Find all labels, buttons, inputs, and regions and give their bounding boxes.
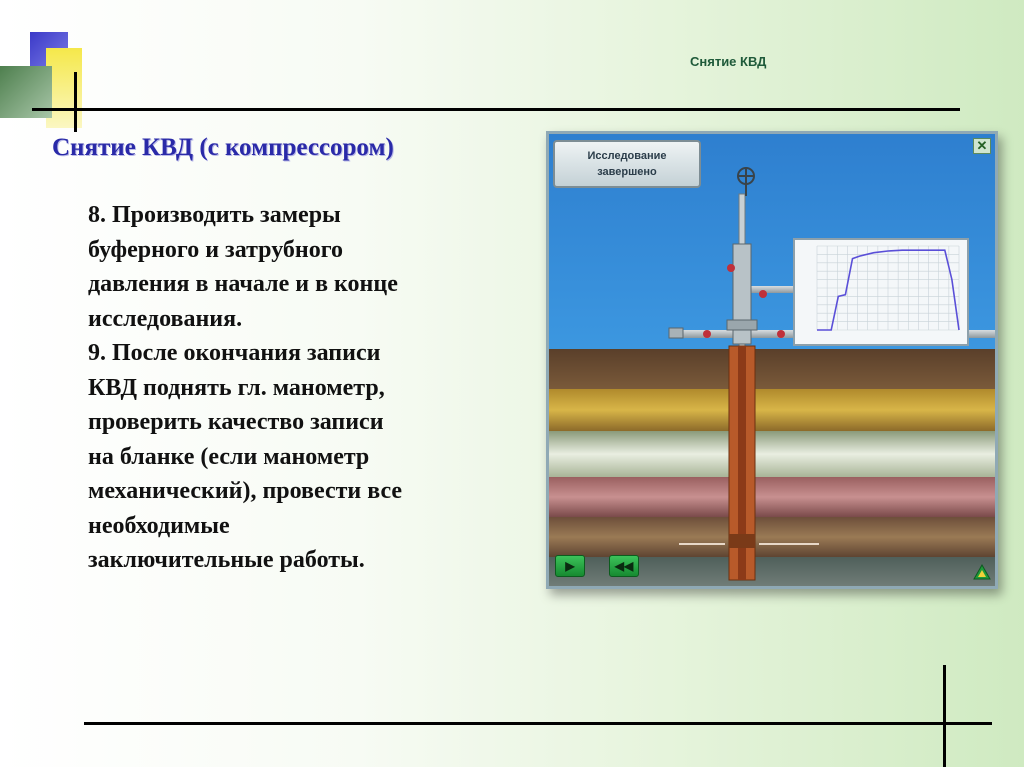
body-line: буферного и затрубного xyxy=(88,236,343,263)
status-line: завершено xyxy=(597,166,657,178)
status-line: Исследование xyxy=(587,150,667,162)
body-line: исследования. xyxy=(88,305,243,332)
body-line: заключительные работы. xyxy=(88,547,365,573)
body-line: КВД поднять гл. манометр, xyxy=(88,374,385,401)
divider-bottom xyxy=(84,722,992,725)
logo-icon xyxy=(973,564,991,580)
pressure-chart-svg xyxy=(795,240,967,344)
body-line: 8. Производить замеры xyxy=(88,202,341,228)
status-box xyxy=(553,140,701,188)
header-title: Снятие КВД xyxy=(690,54,767,69)
divider-vertical-top xyxy=(74,72,77,132)
body-line: на бланке (если манометр xyxy=(88,443,370,470)
rewind-button[interactable]: ◀◀ xyxy=(609,555,639,577)
slide-title: Снятие КВД (с компрессором) xyxy=(52,134,394,161)
body-line: 9. После окончания записи xyxy=(88,340,381,366)
divider-top xyxy=(32,108,960,111)
pressure-chart xyxy=(793,238,969,346)
body-line: давления в начале и в конце xyxy=(88,271,398,297)
divider-vertical-bottom xyxy=(943,665,946,767)
body-line: механический), провести все xyxy=(88,478,403,504)
play-button[interactable]: ▶ xyxy=(555,555,585,577)
body-line: необходимые xyxy=(88,512,230,539)
slide-body xyxy=(88,198,548,578)
wellhead-icon xyxy=(549,134,998,589)
well-simulation-panel xyxy=(546,131,998,589)
close-icon[interactable]: ✕ xyxy=(973,138,991,154)
body-line: проверить качество записи xyxy=(88,409,384,435)
